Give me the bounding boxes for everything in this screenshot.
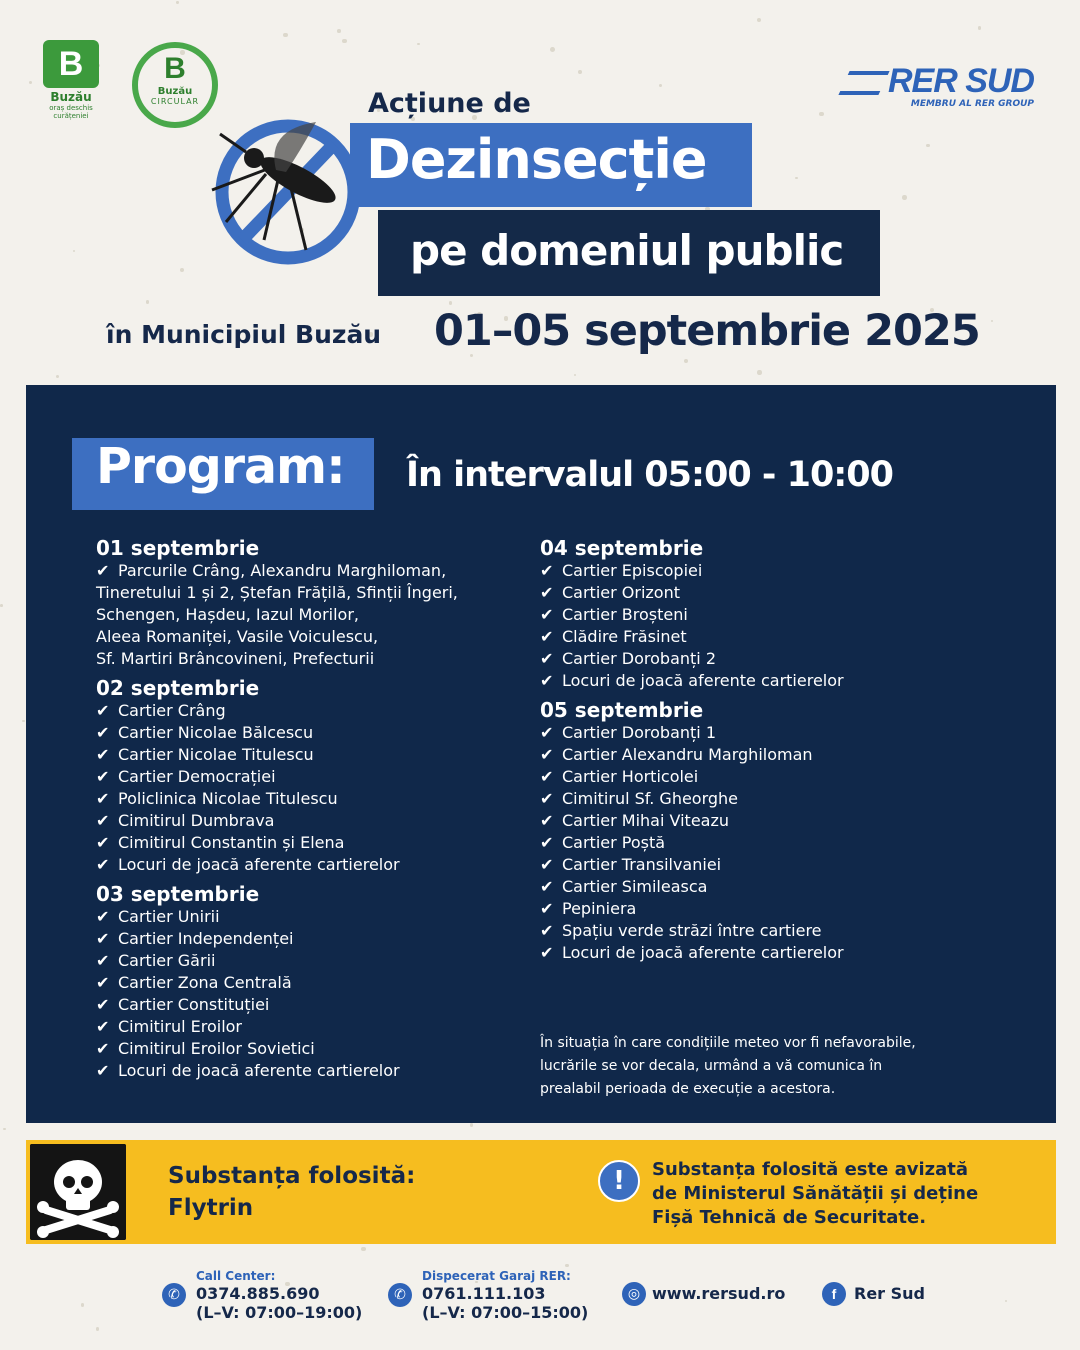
texture-speck: [180, 268, 184, 272]
checkmark-icon: ✔: [540, 649, 554, 668]
day-block-02: [96, 676, 516, 876]
call-center-phone[interactable]: 0374.885.690: [196, 1284, 320, 1303]
texture-speck: [684, 359, 688, 363]
location-name: Policlinica Nicolae Titulescu: [118, 789, 338, 808]
location-list: [96, 906, 516, 1082]
rer-mark-icon: [838, 71, 889, 95]
texture-speck: [81, 1303, 84, 1306]
location-name: Cartier Horticolei: [562, 767, 699, 786]
location-name: Cartier Alexandru Marghiloman: [562, 745, 813, 764]
location-item: [540, 626, 1010, 648]
title-prefix: Acțiune de: [368, 88, 531, 119]
location-name: Cimitirul Eroilor: [118, 1017, 242, 1036]
checkmark-icon: ✔: [96, 833, 110, 852]
location-item: [540, 604, 1010, 626]
checkmark-icon: ✔: [540, 921, 554, 940]
checkmark-icon: ✔: [96, 929, 110, 948]
checkmark-icon: ✔: [96, 561, 110, 580]
checkmark-icon: ✔: [96, 811, 110, 830]
globe-icon: ◎: [622, 1282, 646, 1306]
location-item: [540, 898, 1010, 920]
location-name: Cartier Crâng: [118, 701, 226, 720]
location-item: [540, 744, 1010, 766]
checkmark-icon: ✔: [540, 899, 554, 918]
dispecerat-contact[interactable]: [422, 1284, 588, 1322]
substance-name: Flytrin: [168, 1195, 254, 1221]
rer-sud-logo: [844, 62, 1034, 109]
buzau-logo-tagline-2: curățeniei: [53, 112, 89, 120]
texture-speck: [470, 1123, 473, 1126]
texture-speck: [283, 33, 288, 38]
title-location: în Municipiul Buzău: [106, 320, 382, 349]
checkmark-icon: ✔: [96, 855, 110, 874]
day-title: 04 septembrie: [540, 536, 704, 560]
location-name: Cartier Democrației: [118, 767, 276, 786]
location-name: Cartier Dorobanți 2: [562, 649, 716, 668]
facebook-icon: f: [822, 1282, 846, 1306]
day-title: 03 septembrie: [96, 882, 260, 906]
texture-speck: [550, 47, 555, 52]
location-item: [96, 1016, 516, 1038]
texture-speck: [361, 1247, 365, 1251]
title-dates: 01–05 septembrie 2025: [434, 306, 980, 356]
circular-b-icon: B: [164, 52, 186, 85]
call-center-contact[interactable]: [196, 1284, 362, 1322]
location-item: [96, 832, 516, 854]
texture-speck: [757, 370, 761, 374]
location-name: Cimitirul Constantin și Elena: [118, 833, 345, 852]
checkmark-icon: ✔: [96, 723, 110, 742]
schedule-left-column: [96, 536, 516, 1082]
day-title: 05 septembrie: [540, 698, 704, 722]
phone-icon: ✆: [162, 1283, 186, 1307]
checkmark-icon: ✔: [540, 605, 554, 624]
program-interval: În intervalul 05:00 - 10:00: [406, 455, 894, 495]
checkmark-icon: ✔: [540, 627, 554, 646]
texture-speck: [978, 26, 982, 30]
texture-speck: [176, 1, 178, 3]
location-item: [540, 876, 1010, 898]
facebook-link[interactable]: Rer Sud: [854, 1284, 925, 1303]
location-item: [540, 766, 1010, 788]
location-name: Pepiniera: [562, 899, 637, 918]
location-item: [540, 942, 1010, 964]
texture-speck: [449, 301, 452, 304]
buzau-logo-tagline-1: oraș deschis: [49, 104, 93, 112]
checkmark-icon: ✔: [96, 973, 110, 992]
texture-speck: [659, 84, 662, 87]
location-item: [96, 994, 516, 1016]
checkmark-icon: ✔: [96, 1061, 110, 1080]
location-item: [540, 560, 1010, 582]
dispecerat-phone[interactable]: 0761.111.103: [422, 1284, 546, 1303]
day-block-05: [540, 698, 1010, 964]
checkmark-icon: ✔: [96, 1039, 110, 1058]
location-item: [540, 832, 1010, 854]
location-name: Cartier Simileasca: [562, 877, 708, 896]
location-name: Cimitirul Sf. Gheorghe: [562, 789, 739, 808]
checkmark-icon: ✔: [540, 855, 554, 874]
texture-speck: [1005, 1300, 1007, 1302]
checkmark-icon: ✔: [540, 811, 554, 830]
location-item: [540, 722, 1010, 744]
parks-line-5: Sf. Martiri Brâncovineni, Prefecturii: [96, 649, 375, 668]
location-name: Locuri de joacă aferente cartierelor: [118, 1061, 400, 1080]
parks-line-2: Tineretului 1 și 2, Ștefan Frățilă, Sfinții Îngeri,: [96, 583, 458, 602]
location-item: [540, 788, 1010, 810]
circular-logo-subtitle: CIRCULAR: [150, 97, 200, 106]
texture-speck: [926, 144, 929, 147]
location-name: Cartier Episcopiei: [562, 561, 703, 580]
location-name: Cartier Poștă: [562, 833, 666, 852]
call-center-hours: (L–V: 07:00–19:00): [196, 1303, 363, 1322]
checkmark-icon: ✔: [96, 907, 110, 926]
substance-approval-note: [652, 1158, 1032, 1230]
texture-speck: [574, 374, 576, 376]
checkmark-icon: ✔: [540, 877, 554, 896]
substance-info: [168, 1160, 415, 1224]
day-block-04: [540, 536, 1010, 692]
texture-speck: [0, 604, 3, 607]
location-name: Cartier Dorobanți 1: [562, 723, 716, 742]
substance-label: Substanța folosită:: [168, 1163, 416, 1189]
day-title: 02 septembrie: [96, 676, 260, 700]
location-item: [96, 722, 516, 744]
day-01-parks: [96, 560, 516, 670]
checkmark-icon: ✔: [540, 671, 554, 690]
location-name: Cartier Gării: [118, 951, 216, 970]
location-item: [96, 766, 516, 788]
location-name: Cimitirul Eroilor Sovietici: [118, 1039, 315, 1058]
location-name: Cartier Nicolae Titulescu: [118, 745, 314, 764]
location-name: Locuri de joacă aferente cartierelor: [562, 943, 844, 962]
location-name: Spațiu verde străzi între cartiere: [562, 921, 822, 940]
day-block-01: [96, 536, 516, 670]
location-item: [540, 810, 1010, 832]
location-item: [96, 972, 516, 994]
texture-speck: [3, 1128, 6, 1131]
texture-speck: [73, 250, 75, 252]
buzau-b-icon: B: [43, 40, 99, 88]
checkmark-icon: ✔: [540, 745, 554, 764]
location-item: [96, 906, 516, 928]
dispecerat-label: Dispecerat Garaj RER:: [422, 1269, 571, 1283]
location-name: Locuri de joacă aferente cartierelor: [562, 671, 844, 690]
checkmark-icon: ✔: [540, 583, 554, 602]
location-item: [96, 788, 516, 810]
note-line: prealabil perioada de execuție a acestora.: [540, 1081, 836, 1097]
checkmark-icon: ✔: [96, 789, 110, 808]
parks-line-1: Parcurile Crâng, Alexandru Marghiloman,: [118, 561, 447, 580]
checkmark-icon: ✔: [96, 1017, 110, 1036]
location-item: [540, 854, 1010, 876]
title-secondary: pe domeniul public: [410, 226, 844, 275]
checkmark-icon: ✔: [540, 723, 554, 742]
website-link[interactable]: www.rersud.ro: [652, 1284, 786, 1303]
location-name: Cartier Zona Centrală: [118, 973, 292, 992]
approval-line: Fișă Tehnică de Securitate.: [652, 1207, 927, 1228]
parks-line-3: Schengen, Hașdeu, Iazul Morilor,: [96, 605, 359, 624]
texture-speck: [342, 39, 346, 43]
approval-line: Substanța folosită este avizată: [652, 1159, 969, 1180]
location-item: [540, 920, 1010, 942]
location-name: Cartier Unirii: [118, 907, 220, 926]
location-item: [96, 1060, 516, 1082]
checkmark-icon: ✔: [96, 701, 110, 720]
texture-speck: [96, 1327, 99, 1330]
checkmark-icon: ✔: [540, 767, 554, 786]
rer-logo-name: RER SUD: [887, 62, 1034, 100]
location-name: Cartier Constituției: [118, 995, 270, 1014]
location-item: [96, 928, 516, 950]
title-main: Dezinsecție: [366, 128, 707, 191]
location-list: [96, 700, 516, 876]
location-name: Locuri de joacă aferente cartierelor: [118, 855, 400, 874]
texture-speck: [337, 29, 341, 33]
checkmark-icon: ✔: [96, 767, 110, 786]
texture-speck: [902, 195, 906, 199]
checkmark-icon: ✔: [540, 833, 554, 852]
location-item: [96, 700, 516, 722]
weather-note: [540, 1032, 960, 1101]
toxic-skull-icon: [30, 1144, 126, 1240]
location-item: [540, 648, 1010, 670]
texture-speck: [991, 320, 993, 322]
program-label: Program:: [96, 438, 345, 495]
location-item: [96, 1038, 516, 1060]
location-name: Cartier Mihai Viteazu: [562, 811, 730, 830]
parks-line-4: Aleea Romaniței, Vasile Voiculescu,: [96, 627, 379, 646]
dispecerat-hours: (L–V: 07:00–15:00): [422, 1303, 589, 1322]
texture-speck: [757, 18, 761, 22]
location-name: Cartier Transilvaniei: [562, 855, 722, 874]
location-item: [540, 582, 1010, 604]
location-name: Cimitirul Dumbrava: [118, 811, 275, 830]
location-item: [96, 744, 516, 766]
location-name: Cartier Orizont: [562, 583, 680, 602]
note-line: lucrările se vor decala, urmând a vă comunica în: [540, 1058, 883, 1074]
texture-speck: [22, 720, 24, 722]
schedule-right-column: [540, 536, 1010, 964]
checkmark-icon: ✔: [96, 951, 110, 970]
buzau-logo-title: Buzău: [50, 90, 92, 104]
checkmark-icon: ✔: [540, 943, 554, 962]
texture-speck: [29, 81, 32, 84]
location-item: [540, 670, 1010, 692]
approval-line: de Ministerul Sănătății și deține: [652, 1183, 979, 1204]
texture-speck: [578, 70, 582, 74]
buzau-logo: [40, 40, 102, 120]
texture-speck: [819, 112, 823, 116]
day-title: 01 septembrie: [96, 536, 260, 560]
checkmark-icon: ✔: [540, 789, 554, 808]
phone-icon: ✆: [388, 1283, 412, 1307]
location-name: Cartier Independenței: [118, 929, 294, 948]
rer-logo-tagline: MEMBRU AL RER GROUP: [910, 99, 1034, 109]
note-line: În situația în care condițiile meteo vor fi nefavorabile,: [540, 1035, 916, 1051]
texture-speck: [795, 177, 798, 180]
texture-speck: [56, 375, 59, 378]
texture-speck: [417, 43, 420, 46]
exclamation-icon: !: [598, 1160, 640, 1202]
call-center-label: Call Center:: [196, 1269, 276, 1283]
location-item: [96, 950, 516, 972]
location-name: Clădire Frăsinet: [562, 627, 687, 646]
day-block-03: [96, 882, 516, 1082]
texture-speck: [146, 300, 150, 304]
checkmark-icon: ✔: [96, 995, 110, 1014]
location-item: [96, 810, 516, 832]
circular-logo-title: Buzău: [157, 86, 193, 97]
checkmark-icon: ✔: [96, 745, 110, 764]
texture-speck: [565, 1264, 569, 1268]
checkmark-icon: ✔: [540, 561, 554, 580]
location-name: Cartier Nicolae Bălcescu: [118, 723, 314, 742]
location-name: Cartier Broșteni: [562, 605, 688, 624]
location-item: [96, 854, 516, 876]
location-list: [540, 722, 1010, 964]
location-list: [540, 560, 1010, 692]
